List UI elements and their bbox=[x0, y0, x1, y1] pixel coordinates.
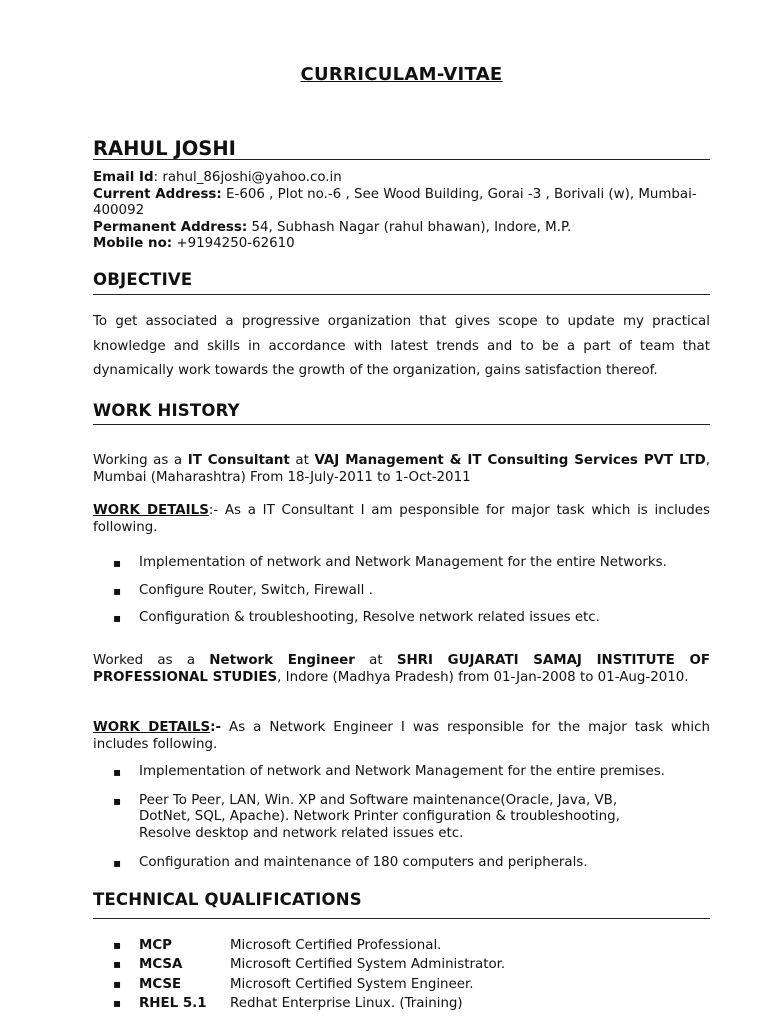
qualification-item bbox=[93, 975, 710, 994]
current-address-value: E-606 , Plot no.-6 , See Wood Building, Gorai -3 , Borivali (w), Mumbai-400092 bbox=[93, 186, 697, 219]
qualification-abbr: ▪ MCSA bbox=[139, 957, 183, 973]
document-title: CURRICULAM-VITAE bbox=[300, 64, 503, 85]
permanent-address-label: Permanent Address: bbox=[93, 219, 248, 235]
job2-details-text: As a Network Engineer I was responsible for the major task which includes following. bbox=[93, 720, 710, 752]
job2-summary bbox=[93, 653, 710, 686]
list-item: ▪ Configuration and maintenance of 180 computers and peripherals. bbox=[93, 855, 710, 872]
qualification-item bbox=[93, 994, 710, 1013]
technical-qualifications-list bbox=[93, 936, 710, 1013]
permanent-address-value: 54, Subhash Nagar (rahul bhawan), Indore, M.P. bbox=[247, 219, 572, 235]
job2-details-label: WORK DETAILS bbox=[93, 720, 211, 735]
job2-text-1: Worked as a bbox=[93, 653, 210, 668]
job1-text-2: at bbox=[289, 453, 315, 468]
objective-divider bbox=[93, 294, 710, 295]
email-label: Email Id bbox=[93, 170, 154, 185]
job1-summary bbox=[93, 453, 710, 486]
technical-divider bbox=[93, 918, 710, 919]
job2-details-mark: :- bbox=[210, 720, 222, 735]
objective-heading: OBJECTIVE bbox=[93, 270, 193, 289]
job2-company: SHRI GUJARATI SAMAJ INSTITUTE OF PROFESSIONAL STUDIES bbox=[93, 653, 710, 685]
job1-text-1: Working as a bbox=[93, 453, 188, 468]
job2-role: Network Engineer bbox=[209, 653, 355, 668]
job1-duties bbox=[93, 555, 710, 627]
job2-text-2: at bbox=[354, 653, 397, 668]
qualification-abbr: ▪ RHEL 5.1 bbox=[139, 995, 207, 1011]
job1-role: IT Consultant bbox=[187, 453, 290, 468]
qualification-desc: Microsoft Certified System Administrator. bbox=[230, 957, 506, 973]
list-item: ▪ Configuration & troubleshooting, Resolve network related issues etc. bbox=[93, 610, 710, 627]
current-address-label: Current Address: bbox=[93, 186, 222, 202]
candidate-name: RAHUL JOSHI bbox=[93, 137, 236, 160]
qualification-item bbox=[93, 955, 710, 974]
qualification-desc: Microsoft Certified System Engineer. bbox=[230, 976, 474, 992]
contact-block bbox=[93, 170, 710, 253]
mobile-value: +9194250-62610 bbox=[172, 236, 295, 252]
job2-text-3: , Indore (Madhya Pradesh) from 01-Jan-2008 to 01-Aug-2010. bbox=[277, 669, 689, 685]
qualification-desc: Microsoft Certified Professional. bbox=[230, 938, 442, 953]
job1-company: VAJ Management & IT Consulting Services PVT LTD bbox=[314, 453, 706, 468]
qualification-abbr: ▪ MCSE bbox=[139, 976, 182, 992]
job2-details bbox=[93, 720, 710, 753]
qualification-desc: Redhat Enterprise Linux. (Training) bbox=[230, 995, 463, 1011]
job1-details-label: WORK DETAILS bbox=[93, 503, 209, 518]
mobile-label: Mobile no: bbox=[93, 236, 173, 252]
objective-text: To get associated a progressive organization that gives scope to update my practical knowledge and skills in accordance with latest trends and to be a part of team that dynamically work towards the growth of the organization, gains satisfaction thereof. bbox=[93, 314, 710, 378]
qualification-abbr: ▪ MCP bbox=[139, 938, 172, 953]
list-item: ▪ Configure Router, Switch, Firewall . bbox=[93, 583, 710, 600]
work-history-heading: WORK HISTORY bbox=[93, 401, 240, 420]
job1-details bbox=[93, 503, 710, 536]
technical-qualifications-heading: TECHNICAL QUALIFICATIONS bbox=[93, 890, 362, 909]
email-value: : rahul_86joshi@yahoo.co.in bbox=[153, 170, 342, 185]
name-divider bbox=[93, 159, 710, 160]
list-item: ▪ Implementation of network and Network Management for the entire premises. bbox=[93, 764, 710, 781]
job2-duties bbox=[93, 764, 710, 872]
current-address-line bbox=[93, 187, 710, 220]
work-history-divider bbox=[93, 424, 710, 425]
permanent-address-line bbox=[93, 220, 710, 237]
list-item: ▪ Implementation of network and Network Management for the entire Networks. bbox=[93, 555, 710, 572]
qualification-item bbox=[93, 936, 710, 955]
mobile-line bbox=[93, 236, 710, 253]
email-line bbox=[93, 170, 710, 187]
job1-text-3: , Mumbai (Maharashtra) From 18-July-2011 to 1-Oct-2011 bbox=[93, 453, 710, 485]
list-item: ▪ Peer To Peer, LAN, Win. XP and Software maintenance(Oracle, Java, VB, DotNet, SQL, Apache). Network Printer configuration & troubleshooting, Resolve desktop and network related issues etc. bbox=[93, 793, 710, 843]
job1-details-text: :- As a IT Consultant I am pesponsible for major task which is includes following. bbox=[93, 503, 710, 535]
